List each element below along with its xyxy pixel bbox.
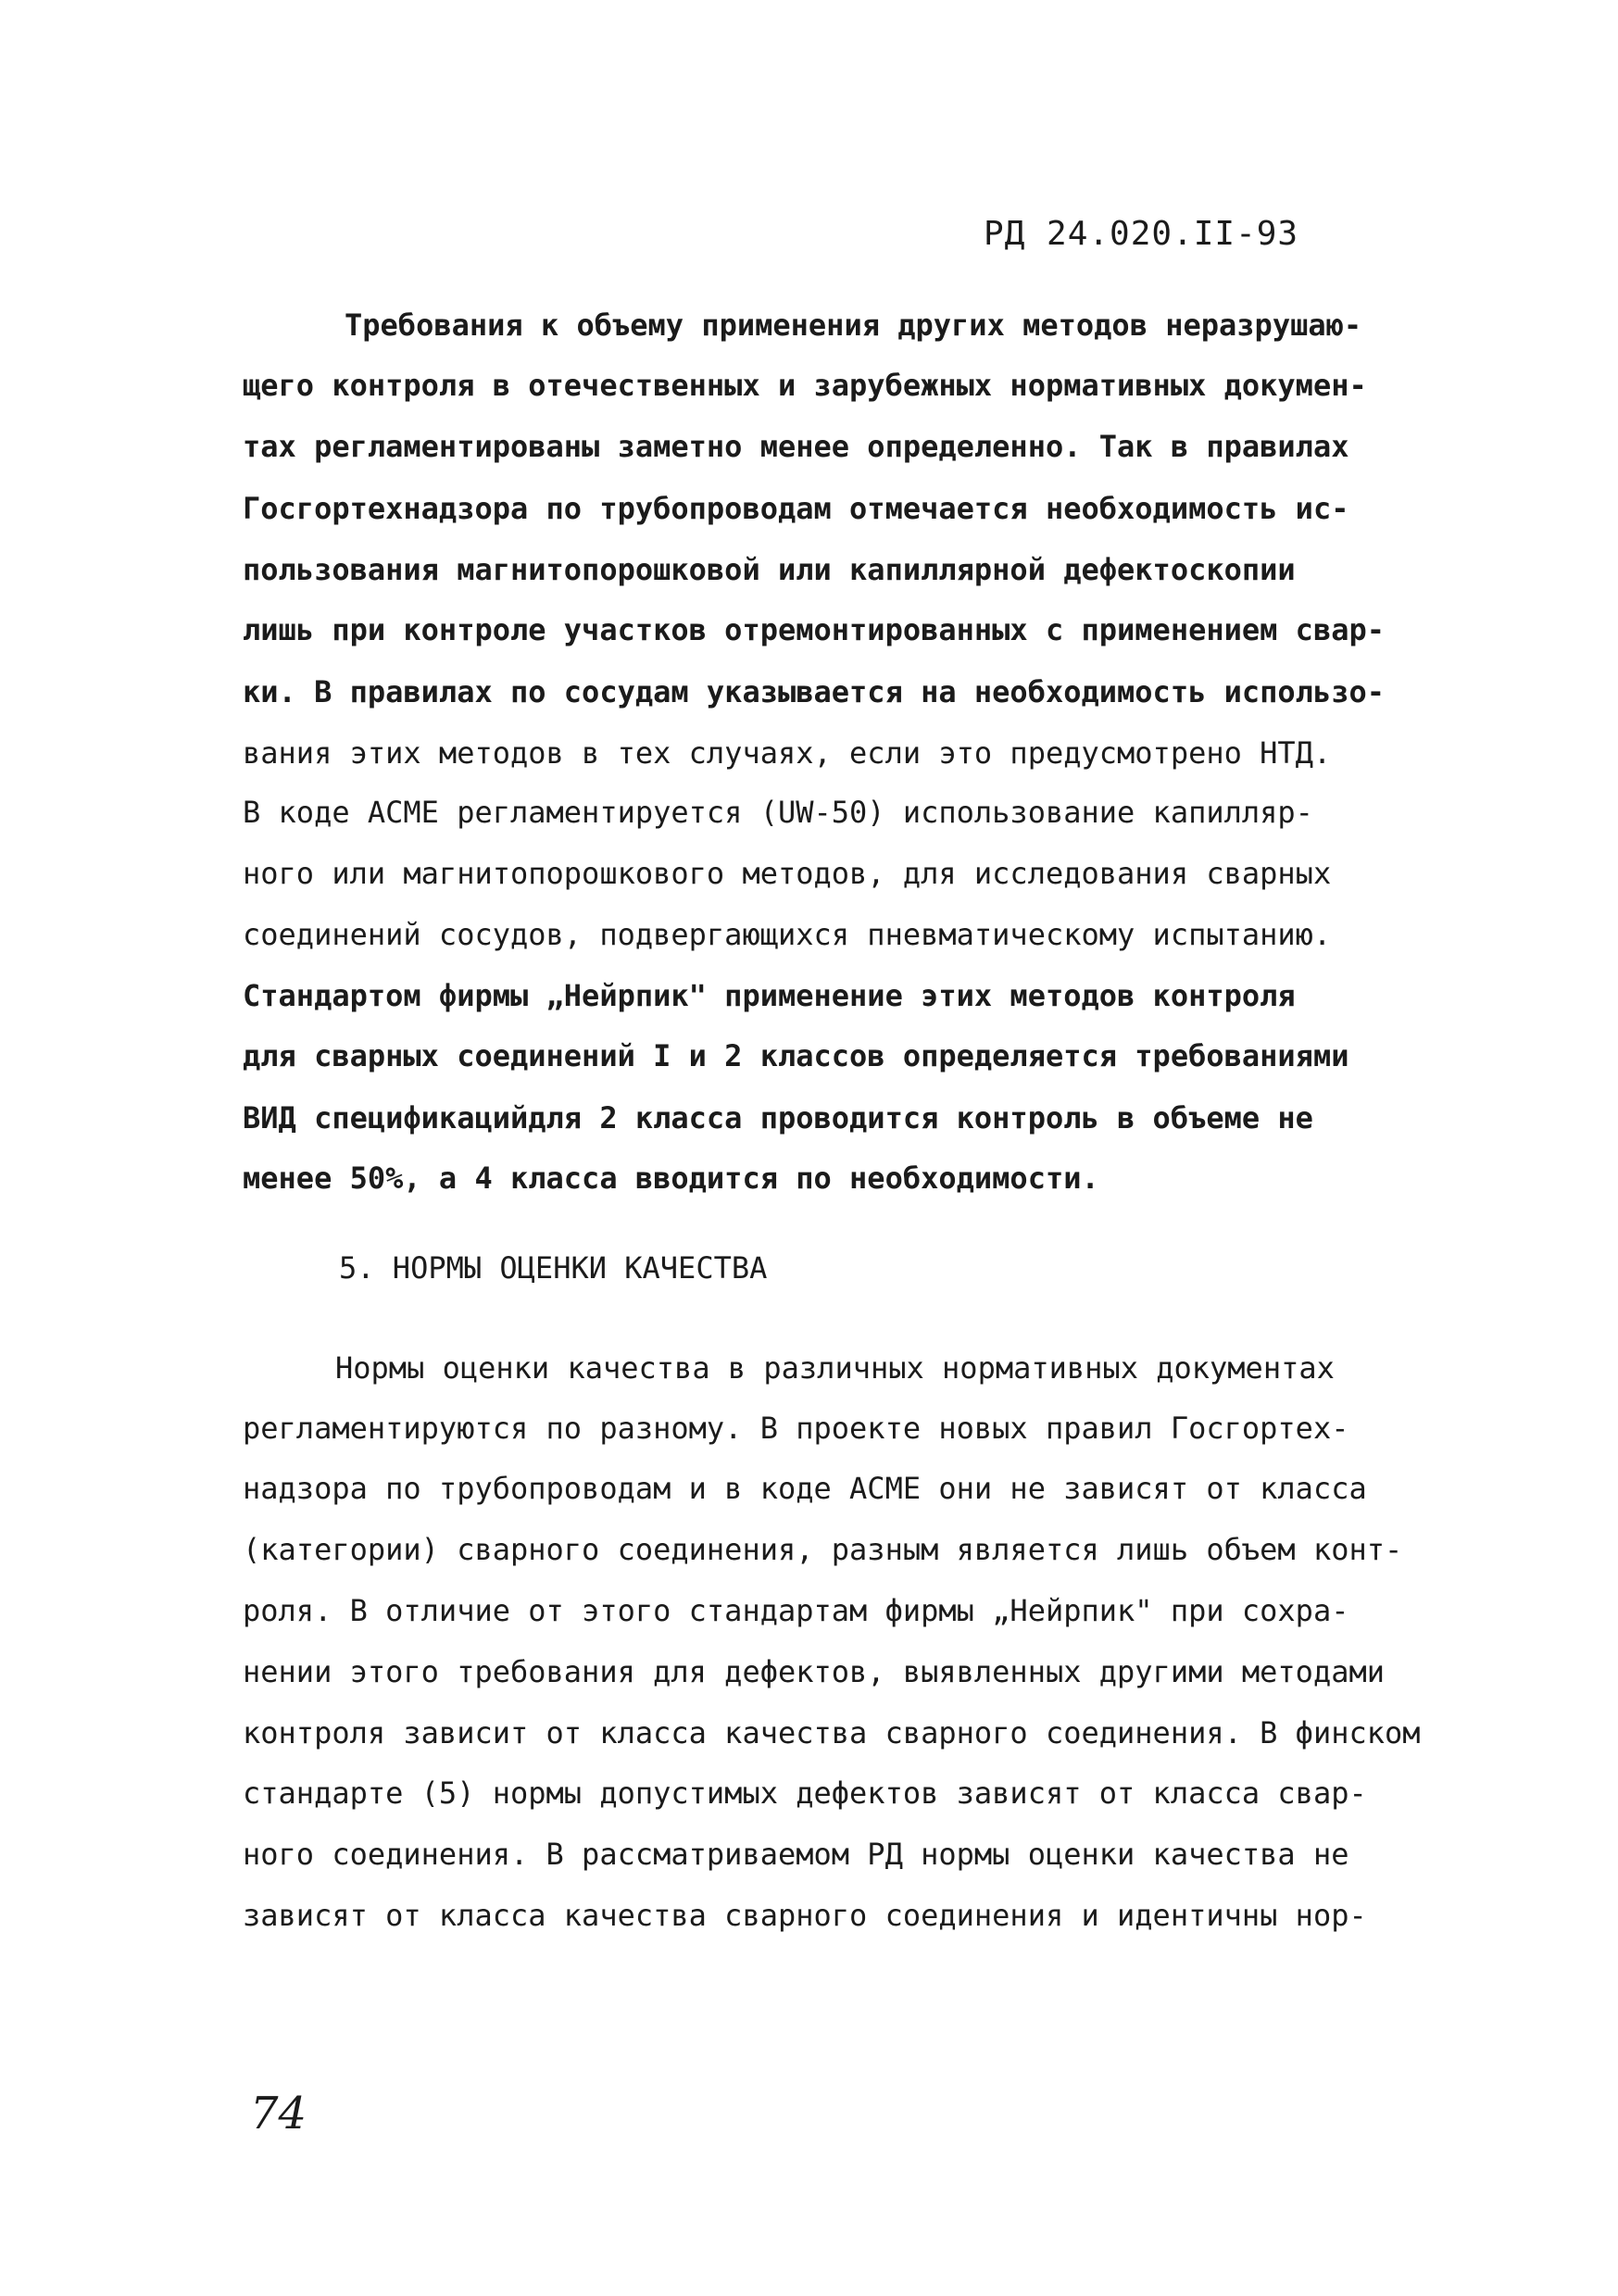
- paragraph-1-line: Госгортехнадзора по трубопроводам отмечается необходимость ис-: [243, 491, 1349, 526]
- paragraph-1-line: для сварных соединений I и 2 классов определяется требованиями: [243, 1038, 1349, 1073]
- paragraph-1-line: вания этих методов в тех случаях, если это предусмотрено НТД.: [243, 735, 1332, 771]
- paragraph-1-line: соединений сосудов, подвергающихся пневматическому испытанию.: [243, 917, 1332, 952]
- paragraph-1-line: тах регламентированы заметно менее определенно. Так в правилах: [243, 429, 1349, 464]
- paragraph-2-line: (категории) сварного соединения, разным является лишь объем конт-: [243, 1532, 1403, 1567]
- paragraph-1-line: ного или магнитопорошкового методов, для исследования сварных: [243, 856, 1332, 891]
- paragraph-2-line: Нормы оценки качества в различных нормативных документах: [335, 1350, 1335, 1386]
- paragraph-1-line: пользования магнитопорошковой или капиллярной дефектоскопии: [243, 552, 1296, 587]
- paragraph-2-line: нении этого требования для дефектов, выявленных другими методами: [243, 1654, 1385, 1689]
- paragraph-2-line: регламентируются по разному. В проекте новых правил Госгортех-: [243, 1411, 1349, 1446]
- paragraph-1-line: Требования к объему применения других методов неразрушаю-: [345, 307, 1362, 343]
- page-number: 74: [250, 2088, 307, 2139]
- paragraph-1-line: менее 50%, а 4 класса вводится по необходимости.: [243, 1161, 1099, 1196]
- paragraph-2-line: контроля зависит от класса качества сварного соединения. В финском: [243, 1715, 1421, 1750]
- paragraph-1-line: В коде АСМЕ регламентируется (UW-50) использование капилляр-: [243, 795, 1313, 830]
- paragraph-2-line: стандарте (5) нормы допустимых дефектов зависят от класса свар-: [243, 1775, 1367, 1811]
- paragraph-2-line: ного соединения. В рассматриваемом РД нормы оценки качества не: [243, 1837, 1349, 1872]
- paragraph-2-line: роля. В отличие от этого стандартам фирмы „Нейрпик" при сохра-: [243, 1593, 1349, 1628]
- paragraph-1-line: ки. В правилах по сосудам указывается на необходимость использо-: [243, 674, 1385, 709]
- paragraph-1-line: Стандартом фирмы „Нейрпик" применение этих методов контроля: [243, 978, 1296, 1013]
- paragraph-1-line: лишь при контроле участков отремонтированных с применением свар-: [243, 612, 1385, 647]
- section-heading: 5. НОРМЫ ОЦЕНКИ КАЧЕСТВА: [339, 1250, 768, 1286]
- paragraph-2-line: надзора по трубопроводам и в коде АСМЕ они не зависят от класса: [243, 1471, 1367, 1506]
- paragraph-1-line: BИД спецификацийдля 2 класса проводится контроль в объеме не: [243, 1100, 1313, 1135]
- document-code: РД 24.020.II-93: [984, 215, 1299, 253]
- paragraph-1-line: щего контроля в отечественных и зарубежных нормативных докумен-: [243, 368, 1367, 403]
- paragraph-2-line: зависят от класса качества сварного соединения и идентичны нор-: [243, 1898, 1367, 1933]
